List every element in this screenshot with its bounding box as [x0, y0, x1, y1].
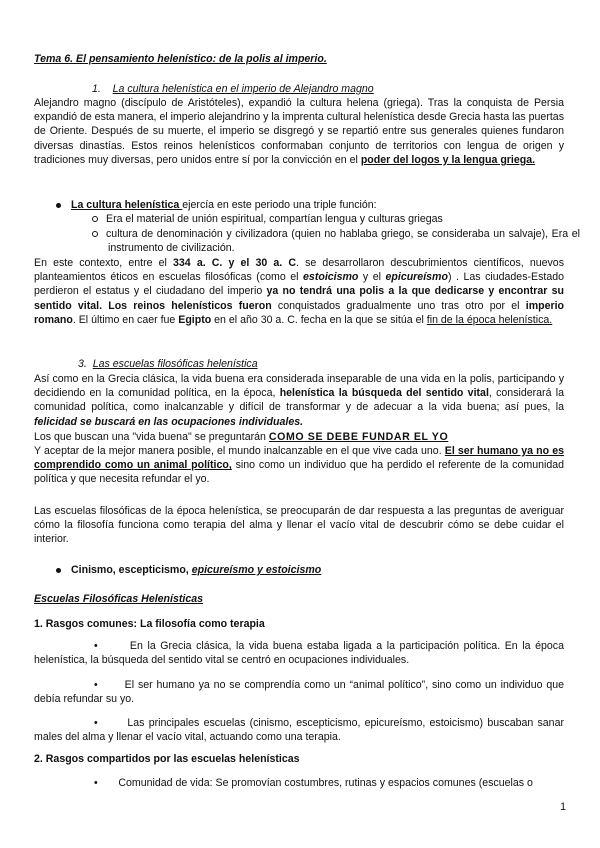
schools-bullet-1: • En la Grecia clásica, la vida buena estaba ligada a la participación política. En la época helenística, la búsqueda del sentido vital se centró en ocupaciones individuales.	[34, 640, 564, 667]
bullet-dot-icon	[56, 568, 61, 573]
bullet-schools: Cinismo, escepticismo, epicureísmo y estoicismo	[56, 563, 564, 577]
title-text: Tema 6. El pensamiento helenístico: de la polis al imperio.	[34, 53, 327, 65]
section-1-heading: 1. La cultura helenística en el imperio de Alejandro magno	[92, 83, 374, 95]
hollow-bullet-icon	[92, 231, 98, 237]
bullet-icon: •	[94, 777, 98, 789]
schools-heading: Escuelas Filosóficas Helenísticas	[34, 593, 203, 605]
section-3-paragraph-1: Así como en la Grecia clásica, la vida buena era considerada inseparable de una vida en la polis, participando y decidiendo en la comunidad política, en la época, helenística la búsqueda del sentido vital, considerará la comunidad política, como inalcanzable y difícil de transformar y de adecuar a la vida buena; así pues, la felicidad se buscará en las ocupaciones individuales.	[34, 373, 564, 428]
page-number: 1	[560, 801, 566, 813]
sub-bullet-1: Era el material de unión espiritual, compartían lengua y culturas griegas	[92, 212, 580, 226]
schools-bullet-4: • Comunidad de vida: Se promovían costumbres, rutinas y espacios comunes (escuelas o	[94, 777, 533, 789]
bullet-icon: •	[94, 679, 98, 691]
bullet-icon: •	[94, 640, 98, 652]
rasgos-compartidos-heading: 2. Rasgos compartidos por las escuelas helenísticas	[34, 753, 300, 765]
section-3-paragraph-3: Y aceptar de la mejor manera posible, el mundo inalcanzable en el que vive cada uno. El ser humano ya no es comprendido como un animal político, sino como un individuo que ha perdido el referente de la comunidad política y que necesita refundar el yo.	[34, 445, 565, 486]
bullet-dot-icon	[56, 203, 61, 208]
section-3-paragraph-2: Los que buscan una "vida buena" se preguntarán COMO SE DEBE FUNDAR EL YO	[34, 431, 449, 443]
hollow-bullet-icon	[92, 216, 98, 222]
section-3-paragraph-4: Las escuelas filosóficas de la época helenística, se preocuparán de dar respuesta a las preguntas de averiguar cómo la filosofía funciona como terapia del alma y llenar el vacío vital de descubrir cómo se debe cuidar el interior.	[34, 505, 564, 546]
schools-bullet-2: • El ser humano ya no se comprendía como un “animal político”, sino como un individuo que debía refundar su yo.	[34, 679, 565, 706]
document-title	[34, 52, 564, 66]
section-1-paragraph-2: En este contexto, entre el 334 a. C. y el 30 a. C. se desarrollaron descubrimientos científicos, nuevos planteamientos éticos en escuelas filosóficas (como el estoicismo y el epicureísmo) . Las ciudades-Estado perdieron el estatus y el ciudadano del imperio ya no tendrá una polis a la que dedicarse y encontrar su sentido vital. Los reinos helenísticos fueron conquistados gradualmente uno tras otro por el imperio romano. El último en caer fue Egipto en el año 30 a. C. fecha en la que se sitúa el fin de la época helenística.	[34, 257, 565, 326]
bullet-cultura-helenistica: La cultura helenística ejercía en este periodo una triple función:	[56, 198, 564, 212]
rasgos-comunes-heading: 1. Rasgos comunes: La filosofía como terapia	[34, 618, 265, 630]
schools-bullet-3: • Las principales escuelas (cinismo, escepticismo, epicureísmo, estoicismo) buscaban sanar males del alma y llenar el vacío vital, actuando como una terapia.	[34, 717, 564, 744]
section-3-heading: 3. Las escuelas filosóficas helenística	[78, 358, 258, 370]
bullet-icon: •	[94, 717, 98, 729]
sub-bullet-2: cultura de denominación y civilizadora (quien no hablaba griego, se consideraba un salvaje), Era el instrumento de civilización.	[92, 227, 580, 255]
section-1-paragraph-1: Alejandro magno (discípulo de Aristóteles), expandió la cultura helena (griega). Tras la conquista de Persia expandió de esta manera, el imperio alejandrino y la imprenta cultural helenística desde Grecia hasta las puertas de Oriente. Después de su muerte, el imperio se disgregó y se repartió entre sus generales quienes fundaron diversas dinastías. Estos reinos helenísticos conformaban conjunto de territorios con lengua de origen y tradiciones muy diversas, pero unidos entre sí por la convicción en el poder del logos y la lengua griega.	[34, 97, 564, 166]
